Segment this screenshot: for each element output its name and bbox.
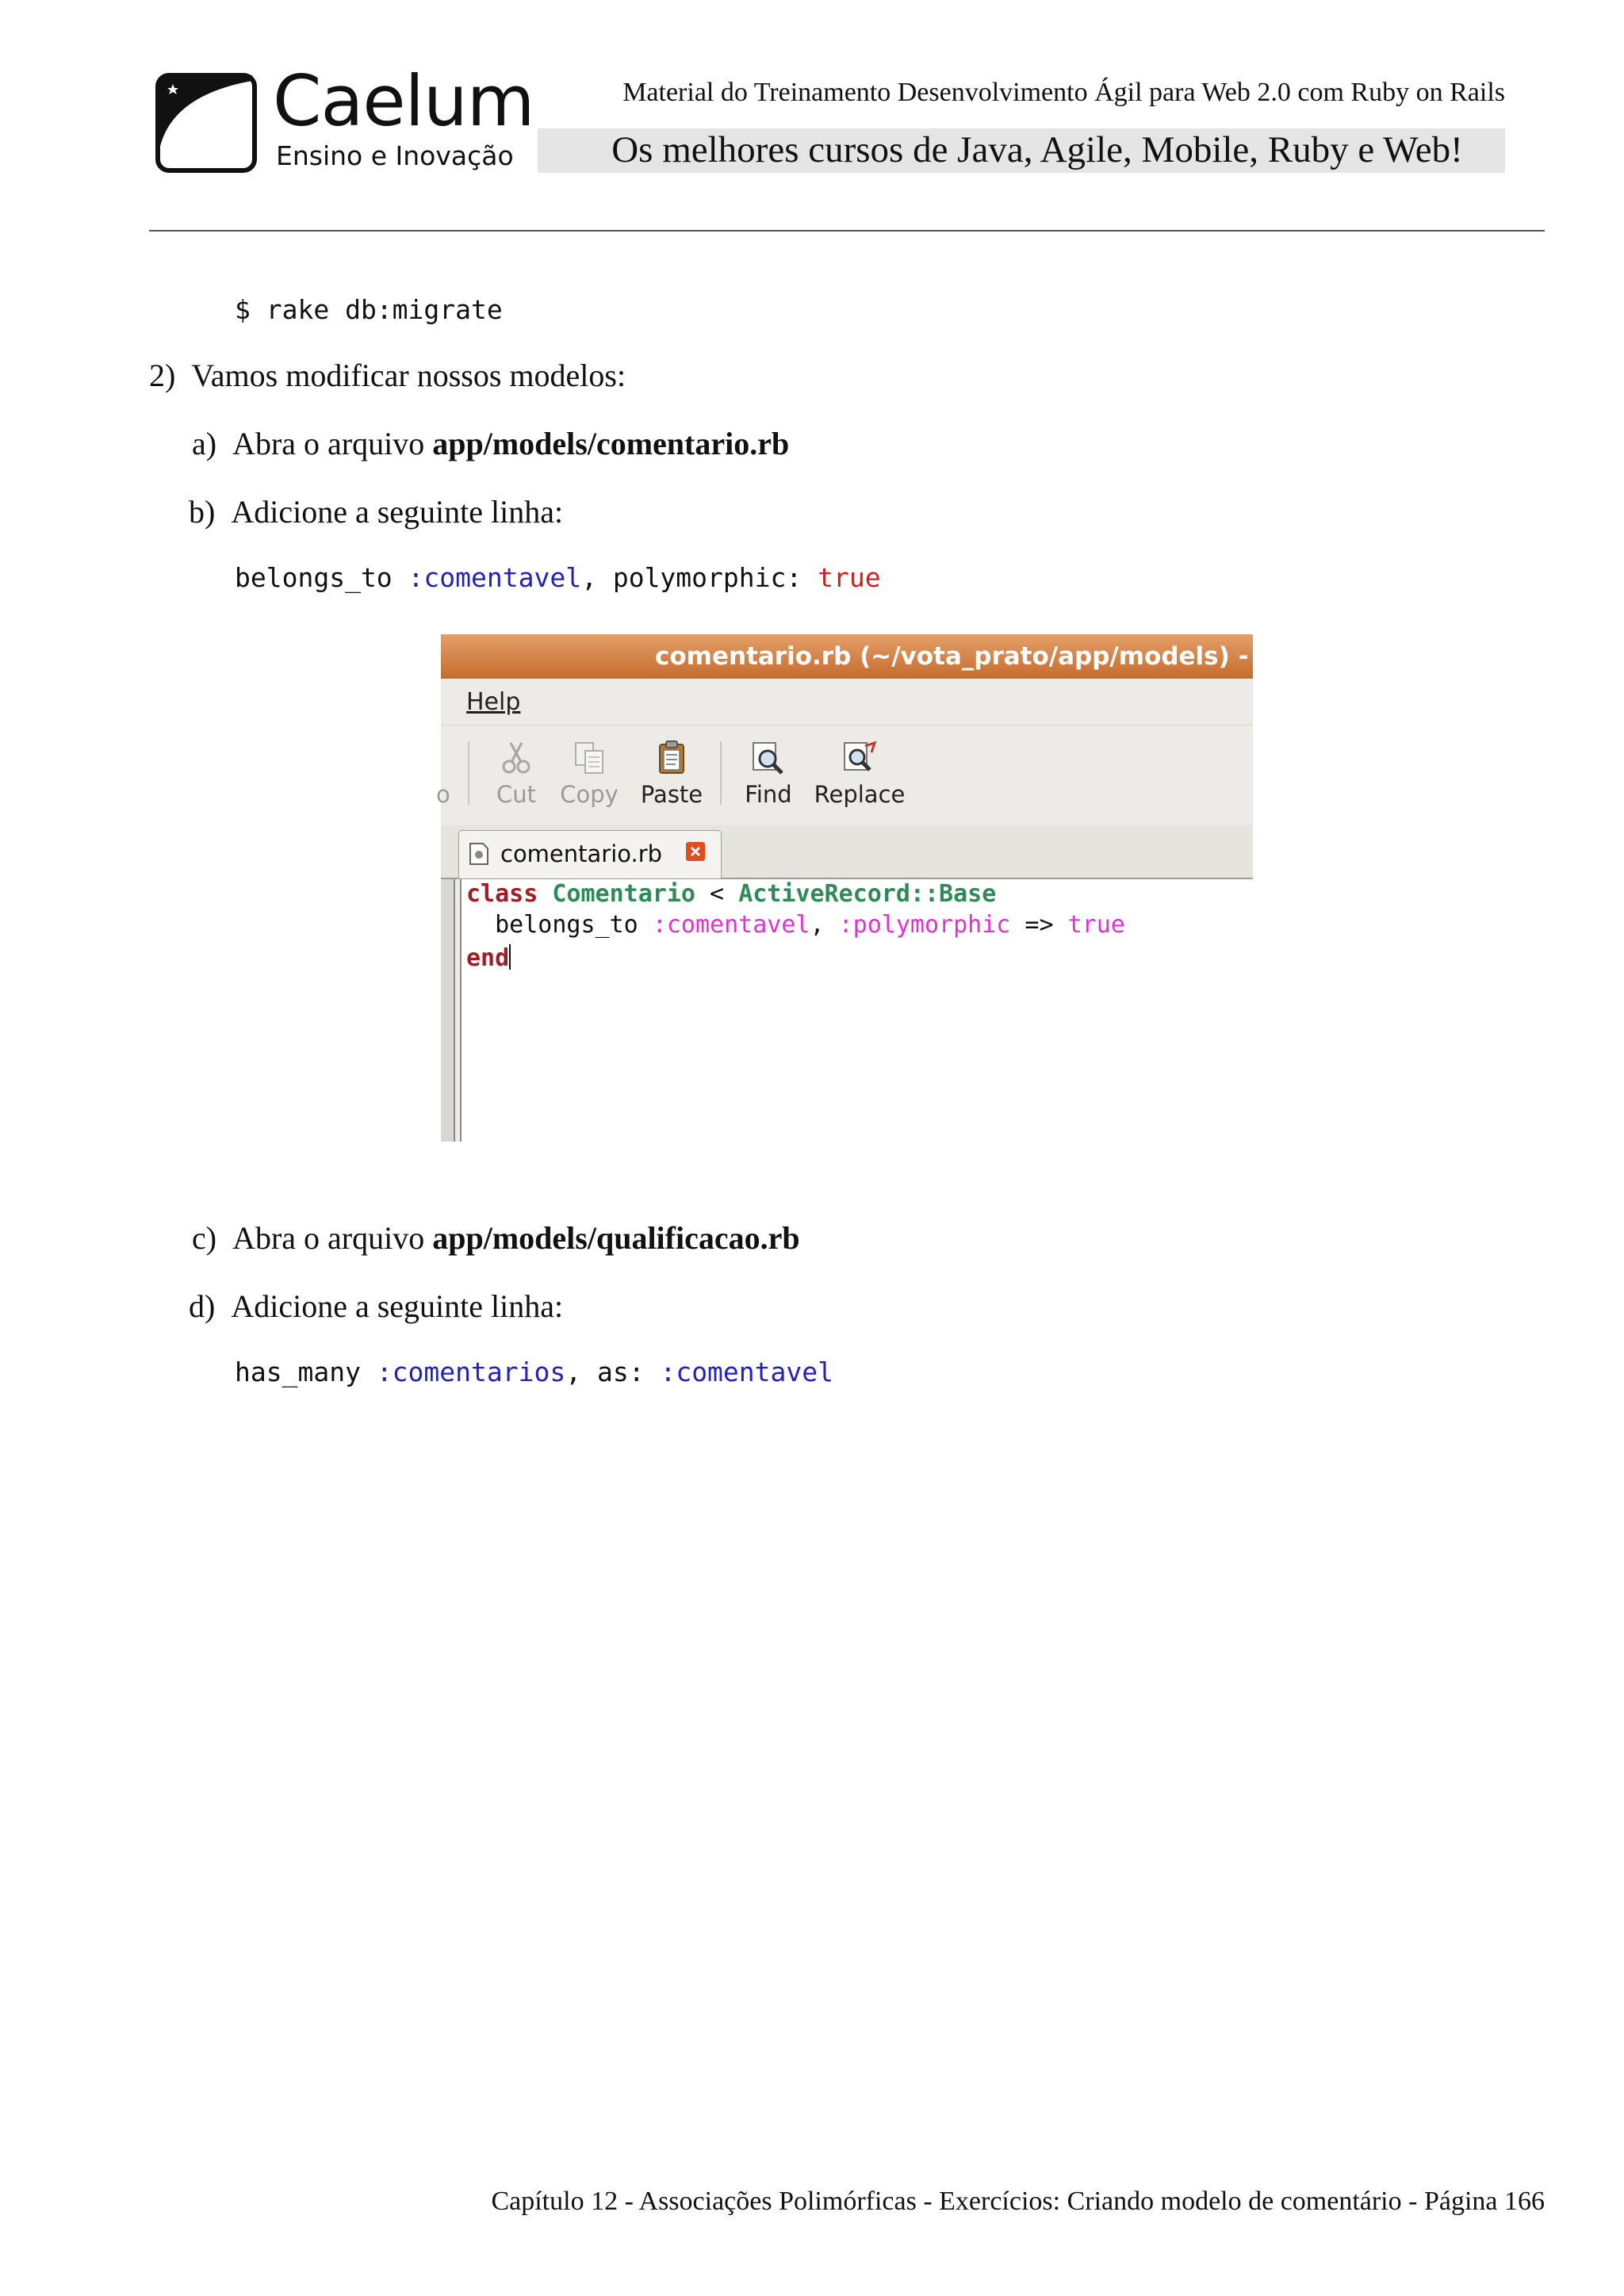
kw-end: end bbox=[466, 944, 510, 972]
copy-label: Copy bbox=[560, 781, 619, 808]
step-2-text: Vamos modificar nossos modelos: bbox=[191, 358, 626, 393]
class-name: Comentario bbox=[552, 880, 695, 908]
side-panel-edge bbox=[441, 879, 455, 1142]
code2-method: has_many bbox=[235, 1357, 377, 1387]
toolbar-separator bbox=[720, 741, 722, 805]
step-d-text: Adicione a seguinte linha: bbox=[231, 1288, 564, 1324]
window-title: comentario.rb (~/vota_prato/app/models) - g bbox=[655, 642, 1275, 671]
document-icon bbox=[469, 842, 489, 866]
parent-class: ActiveRecord::Base bbox=[738, 880, 997, 908]
menu-help-label: Help bbox=[466, 688, 521, 716]
code-belongs-to bbox=[235, 564, 881, 591]
editor-line-1 bbox=[466, 882, 996, 906]
code-editor[interactable] bbox=[460, 879, 1254, 1142]
copy-icon bbox=[571, 740, 607, 776]
kw-class: class bbox=[466, 880, 538, 908]
gedit-screenshot bbox=[436, 634, 1275, 1142]
cut-label: Cut bbox=[496, 781, 536, 808]
header-divider bbox=[149, 230, 1545, 232]
find-button[interactable] bbox=[733, 740, 804, 808]
replace-button[interactable] bbox=[804, 740, 915, 808]
code1-rest: , polymorphic: bbox=[581, 562, 818, 593]
header-slogan-band bbox=[538, 128, 1505, 173]
code2-rest: , as: bbox=[565, 1357, 661, 1387]
find-icon bbox=[750, 740, 787, 776]
code1-value: true bbox=[818, 562, 881, 593]
code2-value: :comentavel bbox=[660, 1357, 833, 1387]
symbol-comentavel: :comentavel bbox=[652, 911, 810, 939]
logo-subtitle: Ensino e Inovação bbox=[276, 140, 514, 171]
close-icon[interactable] bbox=[686, 842, 705, 861]
menu-help[interactable] bbox=[466, 688, 520, 716]
page-footer: Capítulo 12 - Associações Polimórficas - Exercícios: Criando modelo de comentário - Página 166 bbox=[491, 2187, 1545, 2216]
inherit-operator: < bbox=[695, 880, 739, 908]
caelum-logo-icon bbox=[155, 73, 257, 173]
step-b-letter: b) bbox=[189, 494, 216, 530]
replace-icon bbox=[841, 740, 878, 776]
value-true: true bbox=[1067, 911, 1125, 939]
step-a bbox=[192, 428, 789, 460]
header-material-title: Material do Treinamento Desenvolvimento Ágil para Web 2.0 com Ruby on Rails bbox=[622, 78, 1505, 107]
step-c bbox=[192, 1220, 800, 1256]
step-b-text: Adicione a seguinte linha: bbox=[231, 494, 564, 530]
find-label: Find bbox=[745, 781, 792, 808]
step-c-letter: c) bbox=[192, 1220, 217, 1256]
step-a-letter: a) bbox=[192, 426, 217, 461]
code2-symbol: :comentarios bbox=[376, 1357, 566, 1387]
step-2-number: 2) bbox=[149, 358, 176, 393]
code-rake-migrate: $ rake db:migrate bbox=[235, 294, 503, 325]
hash-arrow: => bbox=[1010, 911, 1068, 939]
step-d bbox=[189, 1288, 564, 1324]
code-has-many bbox=[235, 1359, 833, 1385]
logo-name: Caelum bbox=[273, 60, 534, 142]
editor-line-2 bbox=[466, 913, 1125, 937]
tab-bar bbox=[441, 825, 1253, 879]
window-titlebar bbox=[441, 634, 1275, 679]
method-belongs-to: belongs_to bbox=[466, 911, 653, 939]
paste-button[interactable] bbox=[636, 740, 707, 808]
code1-symbol: :comentavel bbox=[408, 562, 582, 593]
toolbar-clipped-label: o bbox=[436, 781, 450, 808]
menubar bbox=[441, 679, 1253, 725]
replace-label: Replace bbox=[814, 781, 906, 808]
copy-button[interactable] bbox=[553, 740, 625, 808]
code1-method: belongs_to bbox=[235, 562, 408, 593]
text-cursor bbox=[509, 944, 511, 970]
step-c-file: app/models/qualificacao.rb bbox=[432, 1220, 800, 1256]
step-d-letter: d) bbox=[189, 1288, 216, 1324]
clipboard-icon bbox=[653, 740, 690, 776]
paste-label: Paste bbox=[640, 781, 703, 808]
space bbox=[538, 880, 552, 908]
step-a-file: app/models/comentario.rb bbox=[432, 426, 790, 461]
toolbar bbox=[436, 725, 1253, 826]
scissors-icon bbox=[498, 740, 534, 776]
header-slogan: Os melhores cursos de Java, Agile, Mobile, Ruby e Web! bbox=[611, 129, 1463, 170]
tab-label: comentario.rb bbox=[500, 840, 663, 867]
step-a-text: Abra o arquivo bbox=[232, 426, 433, 461]
comma: , bbox=[810, 911, 839, 939]
symbol-polymorphic: :polymorphic bbox=[838, 911, 1011, 939]
toolbar-separator bbox=[468, 741, 469, 805]
tab-comentario-rb[interactable] bbox=[458, 830, 722, 878]
editor-line-3 bbox=[466, 944, 511, 970]
step-2 bbox=[149, 360, 626, 392]
step-c-text: Abra o arquivo bbox=[232, 1220, 433, 1256]
cut-button[interactable] bbox=[481, 740, 552, 808]
step-b bbox=[189, 496, 563, 528]
